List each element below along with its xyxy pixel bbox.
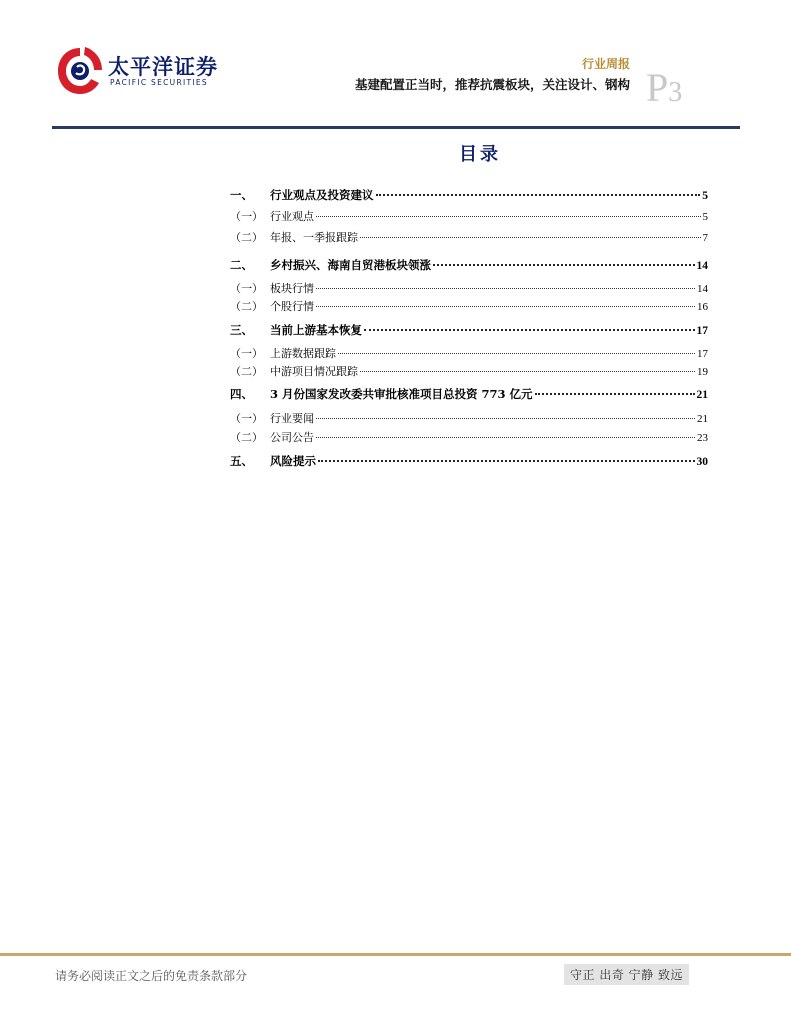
toc-entry-number: （一）: [230, 210, 263, 223]
company-logo: [55, 45, 218, 100]
toc-leader: [360, 237, 701, 238]
toc-entry-page: 17: [696, 325, 708, 337]
toc-entry[interactable]: [230, 429, 708, 445]
toc-leader: [316, 216, 701, 217]
toc-entry-label: 上游数据跟踪: [270, 347, 336, 360]
toc-entry-page: 19: [697, 366, 708, 378]
toc-entry[interactable]: [230, 257, 708, 273]
toc-entry-label: 行业观点及投资建议: [270, 188, 374, 202]
toc-entry-label: 乡村振兴、海南自贸港板块领涨: [270, 258, 431, 272]
toc-entry[interactable]: [230, 410, 708, 426]
toc-entry-number: 一、: [230, 188, 253, 202]
report-title: 基建配置正当时，推荐抗震板块，关注设计、钢构: [354, 77, 630, 92]
toc-entry-label: 3 月份国家发改委共审批核准项目总投资 773 亿元: [270, 387, 533, 401]
toc-leader: [364, 329, 695, 331]
toc-entry-number: （一）: [230, 412, 263, 425]
toc-entry-number: 二、: [230, 258, 253, 272]
footer-disclaimer: 请务必阅读正文之后的免责条款部分: [55, 969, 248, 983]
toc-entry[interactable]: [230, 187, 708, 203]
toc-entry-page: 21: [697, 413, 708, 425]
toc-entry-page: 7: [702, 232, 708, 244]
toc-entry[interactable]: [230, 363, 708, 379]
toc-entry-label: 板块行情: [270, 282, 314, 295]
toc-entry-number: 五、: [230, 454, 253, 468]
toc-entry-page: 16: [697, 301, 708, 313]
toc-entry-page: 5: [702, 190, 708, 202]
toc-entry-label: 行业要闻: [270, 412, 314, 425]
toc-entry[interactable]: [230, 453, 708, 469]
footer-slogan: 守正 出奇 宁静 致远: [564, 964, 689, 985]
toc-entry-number: （一）: [230, 347, 263, 360]
toc-leader: [316, 288, 695, 289]
toc-entry[interactable]: [230, 386, 708, 402]
toc-leader: [535, 393, 695, 395]
toc-title: 目录: [459, 144, 501, 165]
page-prefix: P: [646, 65, 669, 110]
toc-entry[interactable]: [230, 298, 708, 314]
toc-entry-number: 三、: [230, 323, 253, 337]
toc-entry-label: 公司公告: [270, 431, 314, 444]
toc-entry-page: 14: [697, 283, 708, 295]
page-number: [646, 65, 683, 110]
toc-entry[interactable]: [230, 322, 708, 338]
toc-entry-page: 5: [702, 211, 708, 223]
toc-entry-label: 个股行情: [270, 300, 314, 313]
toc-entry-label: 风险提示: [270, 454, 316, 468]
footer-divider: [0, 953, 791, 956]
company-name-en: PACIFIC SECURITIES: [110, 78, 208, 87]
toc-entry-label: 当前上游基本恢复: [270, 323, 362, 337]
toc-leader: [316, 437, 695, 438]
toc-entry[interactable]: [230, 280, 708, 296]
toc-leader: [318, 460, 695, 462]
toc-entry-label: 年报、一季报跟踪: [270, 231, 358, 244]
report-type: 行业周报: [581, 57, 630, 71]
toc-entry-page: 21: [696, 389, 708, 401]
toc-entry-number: 四、: [230, 387, 253, 401]
toc-entry-number: （二）: [230, 231, 263, 244]
company-name-cn: 太平洋证券: [108, 55, 218, 79]
toc-entry-label: 中游项目情况跟踪: [270, 365, 358, 378]
toc-entry-number: （二）: [230, 365, 263, 378]
toc-leader: [316, 418, 695, 419]
page-number-value: 3: [668, 77, 683, 108]
toc-entry[interactable]: [230, 208, 708, 224]
toc-entry[interactable]: [230, 229, 708, 245]
toc-entry-label: 行业观点: [270, 210, 314, 223]
pacific-securities-logo-icon: [55, 45, 105, 97]
toc-entry-number: （二）: [230, 431, 263, 444]
toc-entry-page: 23: [697, 432, 708, 444]
toc-leader: [316, 306, 695, 307]
toc-entry-page: 14: [696, 260, 708, 272]
toc-leader: [433, 264, 695, 266]
toc-entry-number: （一）: [230, 282, 263, 295]
toc-leader: [360, 371, 695, 372]
toc-entry-page: 17: [697, 348, 708, 360]
toc-entry[interactable]: [230, 345, 708, 361]
toc-leader: [338, 353, 695, 354]
toc-entry-page: 30: [696, 456, 708, 468]
toc-entry-number: （二）: [230, 300, 263, 313]
header-divider: [52, 126, 740, 129]
toc-leader: [376, 194, 701, 196]
